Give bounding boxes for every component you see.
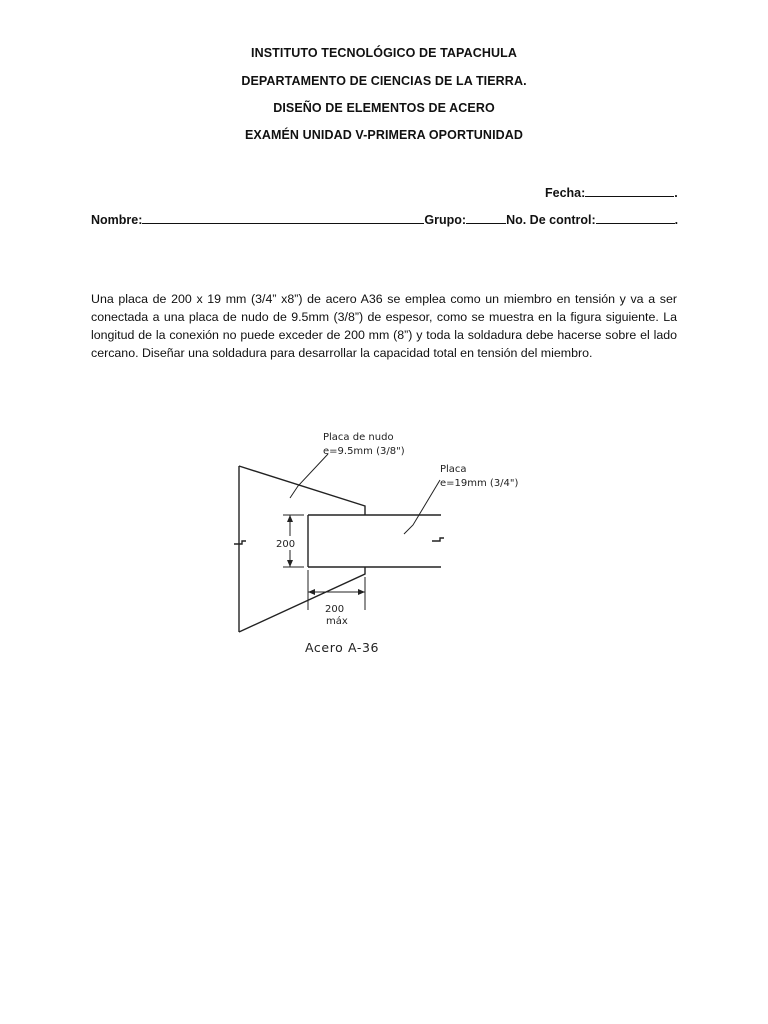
department-title: DEPARTAMENTO DE CIENCIAS DE LA TIERRA.: [241, 74, 527, 88]
connection-figure: [228, 420, 568, 665]
plate-break-mark: [432, 538, 444, 541]
gusset-leader: [290, 454, 328, 498]
student-row: [91, 211, 678, 227]
connection-drawing: [228, 420, 568, 665]
group-label: Grupo:: [424, 213, 467, 227]
name-label: Nombre:: [91, 213, 143, 227]
date-field[interactable]: [585, 184, 674, 197]
figure-caption: Acero A-36: [305, 640, 380, 655]
name-field[interactable]: [142, 211, 424, 224]
gusset-top-edge: [239, 466, 365, 515]
length-dimension-label: 200: [325, 604, 345, 615]
date-row: [545, 184, 678, 200]
exam-title: EXAMÉN UNIDAD V-PRIMERA OPORTUNIDAD: [244, 128, 524, 142]
date-end-dot: .: [674, 186, 678, 200]
plate-thickness-label: e=19mm (3/4"): [440, 478, 519, 489]
problem-statement: Una placa de 200 x 19 mm (3/4” x8”) de acero A36 se emplea como un miembro en tensión y va a ser conectada a una placa de nudo de 9.5mm (3/8”) de espesor, como se muestra en la figura siguiente. La longitud de la conexión no puede exceder de 200 mm (8”) y toda la soldadura debe hacerse sobre el lado cercano. Diseñar una soldadura para desarrollar la capacidad total en tensión del miembro.: [91, 292, 677, 360]
date-label: Fecha:: [545, 186, 586, 200]
control-end-dot: .: [674, 213, 679, 227]
control-number-label: No. De control:: [506, 213, 596, 227]
control-number-field[interactable]: [596, 211, 675, 224]
course-title: DISEÑO DE ELEMENTOS DE ACERO: [273, 101, 495, 115]
gusset-plate-label: Placa de nudo: [323, 432, 394, 443]
plate-label: Placa: [440, 464, 467, 475]
group-field[interactable]: [466, 211, 506, 224]
plate-leader: [404, 480, 440, 534]
length-max-note: máx: [326, 616, 348, 627]
gusset-thickness-label: e=9.5mm (3/8"): [323, 446, 405, 457]
gusset-break-mark: [234, 541, 246, 544]
height-dimension-label: 200: [276, 539, 296, 550]
institution-title: INSTITUTO TECNOLÓGICO DE TAPACHULA: [251, 46, 517, 60]
